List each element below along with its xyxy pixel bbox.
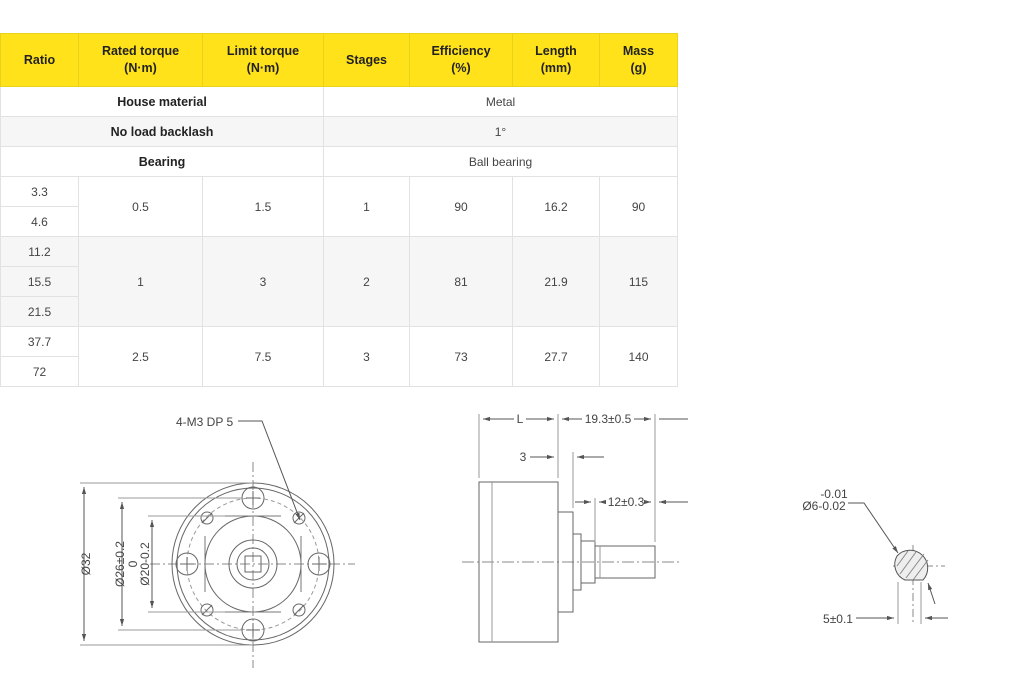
spec-value: Metal: [324, 87, 678, 117]
dim-20-label: Ø20-0.2: [138, 542, 152, 586]
efficiency-cell: 81: [410, 237, 513, 327]
shaft-section: [848, 503, 948, 625]
ratio-cell: 37.7: [1, 327, 79, 357]
rated-torque-cell: 1: [79, 237, 203, 327]
table-row: [1, 177, 678, 207]
dim-outer-label: Ø32: [79, 552, 93, 576]
header-limit-torque-unit: (N·m): [246, 61, 280, 75]
stages-cell: 1: [324, 177, 410, 237]
length-cell: 21.9: [513, 237, 600, 327]
dim-shaft-label: Ø6-0.02: [802, 499, 846, 513]
dim-l-label: L: [516, 412, 524, 426]
header-efficiency-unit: (%): [451, 61, 471, 75]
header-rated-torque: [79, 34, 203, 87]
header-mass-unit: (g): [630, 61, 647, 75]
header-rated-torque-title: Rated torque: [101, 44, 180, 58]
ratio-cell: 4.6: [1, 207, 79, 237]
table-header-row: [1, 34, 678, 87]
efficiency-cell: 73: [410, 327, 513, 387]
ratio-cell: 15.5: [1, 267, 79, 297]
dim-flat-label: 5±0.1: [823, 612, 853, 626]
callout-holes-label: 4-M3 DP 5: [176, 415, 234, 429]
header-ratio: Ratio: [1, 34, 79, 87]
spec-row: [1, 147, 678, 177]
limit-torque-cell: 3: [203, 237, 324, 327]
header-efficiency-title: Efficiency: [431, 44, 491, 58]
header-stages: Stages: [324, 34, 410, 87]
table-row: [1, 237, 678, 267]
spec-label: No load backlash: [1, 117, 324, 147]
limit-torque-cell: 1.5: [203, 177, 324, 237]
spec-value: Ball bearing: [324, 147, 678, 177]
ratio-cell: 21.5: [1, 297, 79, 327]
mass-cell: 90: [600, 177, 678, 237]
dimension-drawing: [0, 395, 1015, 693]
rated-torque-cell: 2.5: [79, 327, 203, 387]
spec-value: 1°: [324, 117, 678, 147]
mounting-hole-icon: [201, 512, 213, 524]
length-cell: 27.7: [513, 327, 600, 387]
table-row: [1, 327, 678, 357]
header-length: [513, 34, 600, 87]
spec-row: [1, 87, 678, 117]
mounting-hole-icon: [293, 604, 305, 616]
stages-cell: 3: [324, 327, 410, 387]
header-mass-title: Mass: [622, 44, 655, 58]
side-view: [462, 414, 688, 642]
dim-26-label: Ø26±0.2: [113, 541, 127, 587]
stages-cell: 2: [324, 237, 410, 327]
rated-torque-cell: 0.5: [79, 177, 203, 237]
header-efficiency: [410, 34, 513, 87]
header-mass: [600, 34, 678, 87]
spec-table: [0, 33, 678, 387]
header-rated-torque-unit: (N·m): [124, 61, 157, 75]
dim-0-label: 0: [126, 560, 140, 568]
header-limit-torque: [203, 34, 324, 87]
ratio-cell: 11.2: [1, 237, 79, 267]
mounting-hole-icon: [201, 604, 213, 616]
limit-torque-cell: 7.5: [203, 327, 324, 387]
mass-cell: 115: [600, 237, 678, 327]
length-cell: 16.2: [513, 177, 600, 237]
efficiency-cell: 90: [410, 177, 513, 237]
header-length-unit: (mm): [540, 61, 572, 75]
spec-row: [1, 117, 678, 147]
dim-19-3-label: 19.3±0.5: [584, 412, 632, 426]
spec-label: Bearing: [1, 147, 324, 177]
header-limit-torque-title: Limit torque: [226, 44, 300, 58]
ratio-cell: 72: [1, 357, 79, 387]
dim-3-label: 3: [519, 450, 527, 464]
tol-upper-label: -0.01: [820, 487, 848, 501]
ratio-cell: 3.3: [1, 177, 79, 207]
header-length-title: Length: [535, 44, 577, 58]
dim-12-label: 12±0.3: [607, 495, 645, 509]
mass-cell: 140: [600, 327, 678, 387]
spec-label: House material: [1, 87, 324, 117]
